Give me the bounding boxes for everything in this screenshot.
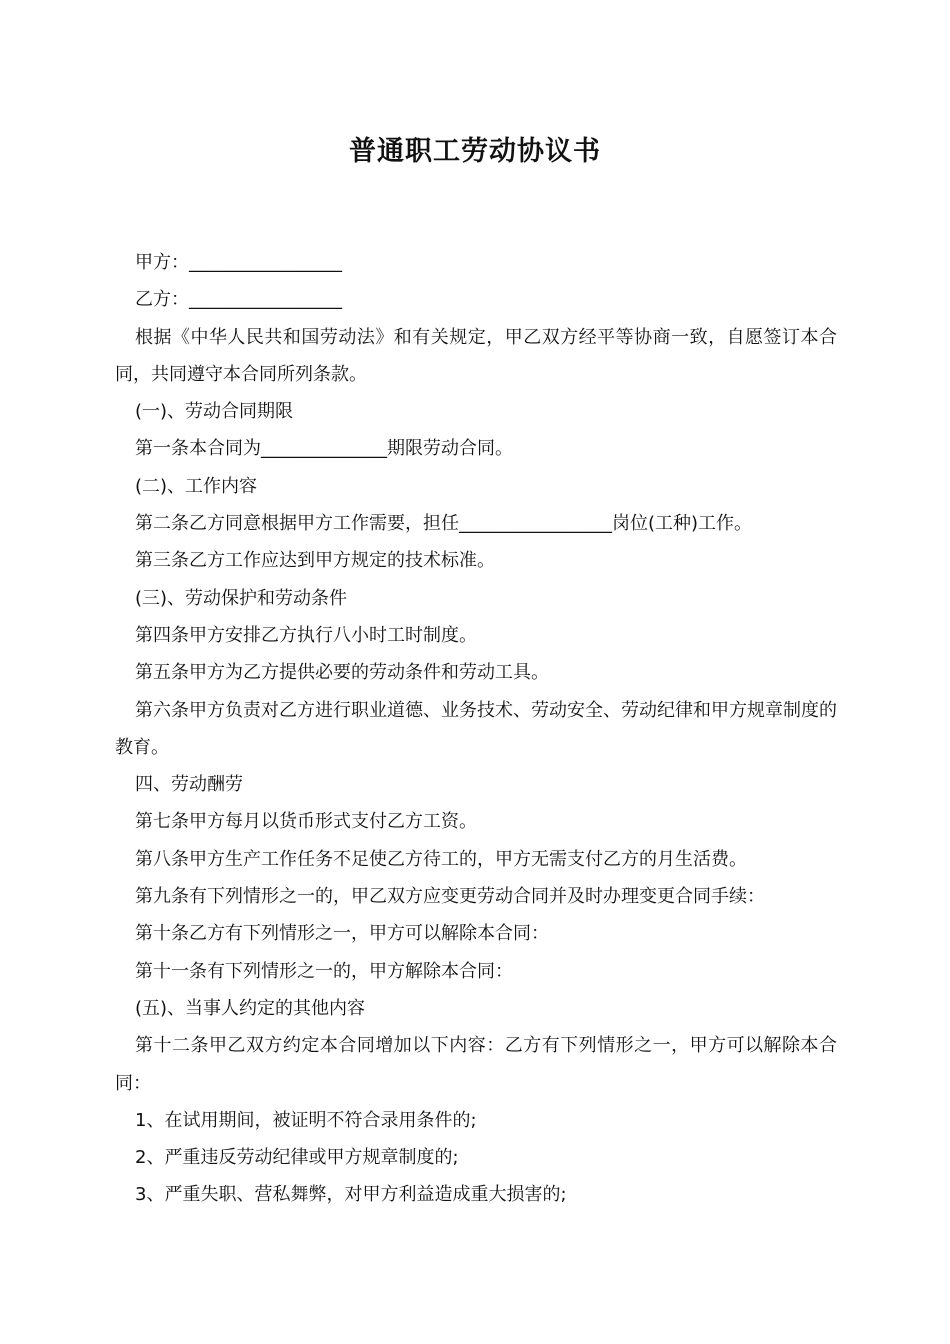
article-10: 第十条乙方有下列情形之一，甲方可以解除本合同：	[135, 923, 549, 945]
document-title: 普通职工劳动协议书	[349, 136, 601, 167]
party-b-line: 乙方：_________________	[135, 289, 342, 311]
document-body	[115, 244, 837, 1214]
article-7: 第七条甲方每月以货币形式支付乙方工资。	[135, 811, 477, 833]
party-a-line: 甲方：_________________	[135, 252, 342, 273]
section-heading-5: (五)、当事人约定的其他内容	[135, 997, 366, 1019]
article-11: 第十一条有下列情形之一的，甲方解除本合同：	[135, 960, 513, 982]
article-5: 第五条甲方为乙方提供必要的劳动条件和劳动工具。	[135, 662, 549, 684]
article-12: 第十二条甲乙双方约定本合同增加以下内容：乙方有下列情形之一，甲方可以解除本合同：	[115, 1035, 837, 1094]
list-item-2: 2、严重违反劳动纪律或甲方规章制度的;	[135, 1147, 459, 1169]
article-4: 第四条甲方安排乙方执行八小时工时制度。	[135, 624, 477, 646]
section-heading-2: (二)、工作内容	[135, 475, 258, 497]
article-3: 第三条乙方工作应达到甲方规定的技术标准。	[135, 550, 495, 572]
list-item-3: 3、严重失职、营私舞弊，对甲方利益造成重大损害的;	[135, 1184, 567, 1206]
article-8: 第八条甲方生产工作任务不足使乙方待工的，甲方无需支付乙方的月生活费。	[135, 848, 747, 870]
article-9: 第九条有下列情形之一的，甲乙双方应变更劳动合同并及时办理变更合同手续：	[135, 886, 765, 908]
section-heading-3: (三)、劳动保护和劳动条件	[135, 587, 348, 609]
list-item-1: 1、在试用期间，被证明不符合录用条件的;	[135, 1109, 477, 1131]
article-1: 第一条本合同为______________期限劳动合同。	[135, 438, 513, 460]
section-heading-1: (一)、劳动合同期限	[135, 401, 294, 423]
article-6: 第六条甲方负责对乙方进行职业道德、业务技术、劳动安全、劳动纪律和甲方规章制度的教育。	[115, 699, 837, 758]
section-heading-4: 四、劳动酬劳	[135, 774, 243, 796]
preamble-paragraph: 根据《中华人民共和国劳动法》和有关规定，甲乙双方经平等协商一致，自愿签订本合同，共同遵守本合同所列条款。	[115, 326, 837, 385]
article-2: 第二条乙方同意根据甲方工作需要，担任_________________岗位(工种)工作。	[135, 513, 753, 535]
